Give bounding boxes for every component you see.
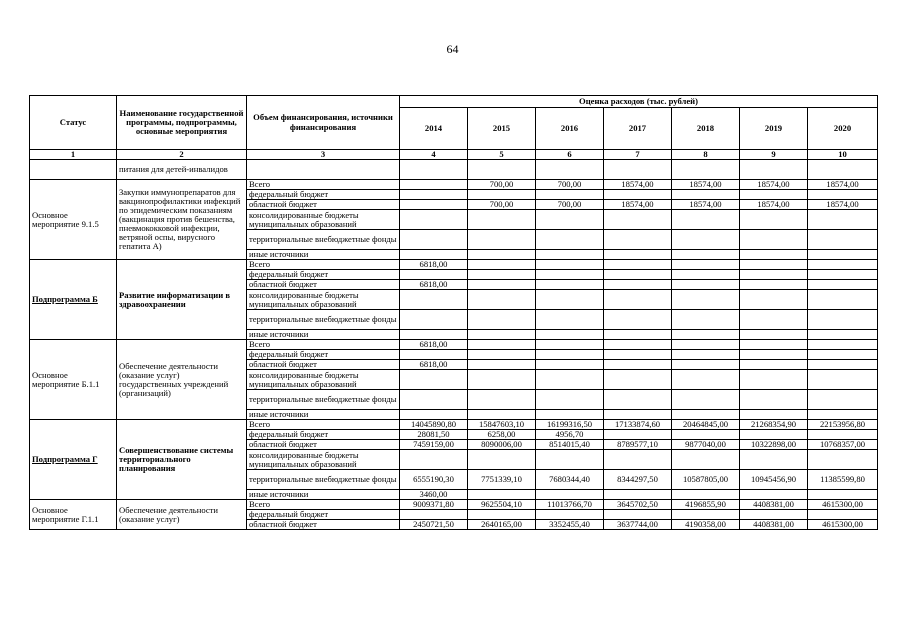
value-cell (400, 410, 468, 420)
value-cell (400, 390, 468, 410)
value-cell (672, 350, 740, 360)
value-cell (808, 360, 878, 370)
value-cell (740, 190, 808, 200)
value-cell (672, 210, 740, 230)
value-cell (536, 310, 604, 330)
value-cell (604, 230, 672, 250)
value-cell (604, 190, 672, 200)
value-cell (740, 370, 808, 390)
continuation-row (30, 160, 878, 180)
value-cell (740, 280, 808, 290)
value-cell (672, 450, 740, 470)
value-cell (808, 390, 878, 410)
value-cell (672, 290, 740, 310)
header-year: 2019 (740, 108, 808, 150)
value-cell (740, 270, 808, 280)
value-cell (604, 370, 672, 390)
value-cell: 6258,00 (468, 430, 536, 440)
header-year: 2017 (604, 108, 672, 150)
column-number: 3 (247, 150, 400, 160)
value-cell (536, 230, 604, 250)
source-label: федеральный бюджет (247, 190, 400, 200)
value-cell: 18574,00 (672, 180, 740, 190)
value-cell (672, 360, 740, 370)
value-cell (604, 290, 672, 310)
value-cell (604, 390, 672, 410)
value-cell (740, 390, 808, 410)
block-status: Основное мероприятие 9.1.5 (30, 180, 117, 260)
value-cell: 700,00 (468, 200, 536, 210)
value-cell (808, 190, 878, 200)
value-cell (740, 410, 808, 420)
block-status: Подпрограмма Б (30, 260, 117, 340)
table-row (30, 260, 878, 270)
value-cell: 16199316,50 (536, 420, 604, 430)
value-cell (400, 450, 468, 470)
value-cell: 4615300,00 (808, 520, 878, 530)
value-cell (604, 250, 672, 260)
column-number: 8 (672, 150, 740, 160)
value-cell (604, 310, 672, 330)
value-cell: 8344297,50 (604, 470, 672, 490)
block-status: Основное мероприятие Б.1.1 (30, 340, 117, 420)
value-cell (400, 210, 468, 230)
block-status: Основное мероприятие Г.1.1 (30, 500, 117, 530)
source-label: консолидированные бюджеты муниципальных образований (247, 290, 400, 310)
value-cell (672, 190, 740, 200)
value-cell: 10945456,90 (740, 470, 808, 490)
value-cell (672, 340, 740, 350)
value-cell: 6818,00 (400, 280, 468, 290)
header-name: Наименование государственной программы, подпрограммы, основные мероприятия (117, 96, 247, 150)
value-cell (604, 210, 672, 230)
block-name: Обеспечение деятельности (оказание услуг) (117, 500, 247, 530)
block-name: Совершенствование системы территориального планирования (117, 420, 247, 500)
value-cell (468, 190, 536, 200)
value-cell (536, 510, 604, 520)
value-cell (400, 330, 468, 340)
source-label: иные источники (247, 330, 400, 340)
value-cell: 18574,00 (604, 200, 672, 210)
value-cell (400, 190, 468, 200)
value-cell (740, 430, 808, 440)
value-cell (400, 510, 468, 520)
value-cell (468, 410, 536, 420)
value-cell (672, 430, 740, 440)
value-cell: 6818,00 (400, 360, 468, 370)
value-cell (468, 250, 536, 260)
value-cell (536, 350, 604, 360)
value-cell (468, 230, 536, 250)
value-cell (604, 270, 672, 280)
source-label: консолидированные бюджеты муниципальных образований (247, 210, 400, 230)
value-cell (740, 310, 808, 330)
value-cell (536, 450, 604, 470)
source-label: федеральный бюджет (247, 350, 400, 360)
value-cell (400, 310, 468, 330)
continuation-status-cell (30, 160, 117, 180)
column-number: 6 (536, 150, 604, 160)
source-label: федеральный бюджет (247, 270, 400, 280)
value-cell: 6818,00 (400, 260, 468, 270)
value-cell (740, 330, 808, 340)
value-cell: 18574,00 (740, 180, 808, 190)
value-cell (468, 270, 536, 280)
source-label: федеральный бюджет (247, 430, 400, 440)
column-number-row (30, 150, 878, 160)
value-cell (536, 290, 604, 310)
source-label: Всего (247, 500, 400, 510)
value-cell: 4190358,00 (672, 520, 740, 530)
value-cell: 9009371,80 (400, 500, 468, 510)
value-cell: 10322898,00 (740, 440, 808, 450)
value-cell (808, 410, 878, 420)
value-cell (808, 270, 878, 280)
value-cell (536, 370, 604, 390)
column-number: 1 (30, 150, 117, 160)
value-cell (468, 350, 536, 360)
value-cell: 8789577,10 (604, 440, 672, 450)
value-cell (672, 280, 740, 290)
value-cell: 18574,00 (808, 200, 878, 210)
value-cell (536, 390, 604, 410)
value-cell (808, 230, 878, 250)
source-label: федеральный бюджет (247, 510, 400, 520)
value-cell: 2450721,50 (400, 520, 468, 530)
block-name: Обеспечение деятельности (оказание услуг) государственных учреждений (организаций) (117, 340, 247, 420)
value-cell: 2640165,00 (468, 520, 536, 530)
value-cell (672, 410, 740, 420)
value-cell (672, 270, 740, 280)
table-row (30, 420, 878, 430)
value-cell (672, 250, 740, 260)
header-year: 2018 (672, 108, 740, 150)
page-number: 64 (446, 42, 459, 56)
value-cell (808, 260, 878, 270)
value-cell (672, 510, 740, 520)
value-cell (672, 490, 740, 500)
source-label: Всего (247, 420, 400, 430)
table-row (30, 340, 878, 350)
header-estimate: Оценка расходов (тыс. рублей) (400, 96, 878, 108)
value-cell (468, 390, 536, 410)
value-cell (808, 330, 878, 340)
value-cell (740, 350, 808, 360)
value-cell (740, 340, 808, 350)
value-cell (604, 510, 672, 520)
value-cell (536, 190, 604, 200)
value-cell (400, 230, 468, 250)
value-cell: 4956,70 (536, 430, 604, 440)
value-cell (808, 370, 878, 390)
value-cell: 700,00 (536, 200, 604, 210)
value-cell (604, 360, 672, 370)
value-cell: 11013766,70 (536, 500, 604, 510)
value-cell: 14045890,80 (400, 420, 468, 430)
value-cell (740, 490, 808, 500)
column-number: 10 (808, 150, 878, 160)
value-cell (536, 330, 604, 340)
value-cell (740, 260, 808, 270)
value-cell (604, 340, 672, 350)
value-cell: 6555190,30 (400, 470, 468, 490)
value-cell: 7751339,10 (468, 470, 536, 490)
value-cell (468, 310, 536, 330)
value-cell (740, 290, 808, 310)
value-cell (808, 210, 878, 230)
source-label: территориальные внебюджетные фонды (247, 310, 400, 330)
value-cell: 20464845,00 (672, 420, 740, 430)
value-cell (604, 410, 672, 420)
value-cell (808, 290, 878, 310)
value-cell: 18574,00 (604, 180, 672, 190)
value-cell (536, 280, 604, 290)
value-cell (604, 490, 672, 500)
column-number: 7 (604, 150, 672, 160)
block-status: Подпрограмма Г (30, 420, 117, 500)
value-cell (536, 340, 604, 350)
value-cell: 7459159,00 (400, 440, 468, 450)
column-number: 5 (468, 150, 536, 160)
value-cell: 18574,00 (672, 200, 740, 210)
value-cell: 4408381,00 (740, 520, 808, 530)
column-number: 4 (400, 150, 468, 160)
value-cell (672, 370, 740, 390)
value-cell: 4408381,00 (740, 500, 808, 510)
value-cell (468, 290, 536, 310)
value-cell (808, 340, 878, 350)
value-cell: 4196855,90 (672, 500, 740, 510)
source-label: иные источники (247, 250, 400, 260)
budget-table (29, 95, 878, 530)
header-volume: Объем финансирования, источники финансирования (247, 96, 400, 150)
value-cell (740, 450, 808, 470)
source-label: областной бюджет (247, 440, 400, 450)
value-cell: 6818,00 (400, 340, 468, 350)
header-year: 2020 (808, 108, 878, 150)
value-cell: 9877040,00 (672, 440, 740, 450)
value-cell (740, 250, 808, 260)
value-cell (604, 280, 672, 290)
value-cell (808, 350, 878, 360)
value-cell (672, 230, 740, 250)
value-cell (468, 510, 536, 520)
value-cell: 4615300,00 (808, 500, 878, 510)
value-cell (536, 490, 604, 500)
value-cell (536, 250, 604, 260)
value-cell: 18574,00 (740, 200, 808, 210)
source-label: областной бюджет (247, 280, 400, 290)
value-cell: 3352455,40 (536, 520, 604, 530)
value-cell (468, 280, 536, 290)
value-cell (604, 350, 672, 360)
value-cell (808, 280, 878, 290)
source-label: областной бюджет (247, 200, 400, 210)
value-cell: 17133874,60 (604, 420, 672, 430)
source-label: иные источники (247, 410, 400, 420)
value-cell (672, 390, 740, 410)
value-cell: 700,00 (468, 180, 536, 190)
source-label: территориальные внебюджетные фонды (247, 470, 400, 490)
value-cell (468, 330, 536, 340)
value-cell (808, 450, 878, 470)
source-label: иные источники (247, 490, 400, 500)
block-name: Развитие информатизации в здравоохранении (117, 260, 247, 340)
source-label: Всего (247, 340, 400, 350)
source-label: Всего (247, 260, 400, 270)
value-cell (468, 490, 536, 500)
value-cell (536, 260, 604, 270)
value-cell (400, 350, 468, 360)
value-cell (672, 260, 740, 270)
value-cell (604, 330, 672, 340)
value-cell (740, 510, 808, 520)
source-label: областной бюджет (247, 360, 400, 370)
value-cell (400, 290, 468, 310)
table-row (30, 500, 878, 510)
value-cell (468, 450, 536, 470)
value-cell (536, 270, 604, 280)
value-cell (604, 260, 672, 270)
value-cell (604, 430, 672, 440)
source-label: территориальные внебюджетные фонды (247, 230, 400, 250)
value-cell (400, 270, 468, 280)
header-year: 2015 (468, 108, 536, 150)
header-year: 2014 (400, 108, 468, 150)
value-cell: 8514015,40 (536, 440, 604, 450)
value-cell (808, 250, 878, 260)
value-cell: 18574,00 (808, 180, 878, 190)
value-cell (536, 210, 604, 230)
value-cell: 8090006,00 (468, 440, 536, 450)
header-status: Статус (30, 96, 117, 150)
source-label: консолидированные бюджеты муниципальных образований (247, 370, 400, 390)
value-cell: 15847603,10 (468, 420, 536, 430)
value-cell: 7680344,40 (536, 470, 604, 490)
value-cell (400, 180, 468, 190)
value-cell: 10768357,00 (808, 440, 878, 450)
value-cell (536, 360, 604, 370)
value-cell (536, 410, 604, 420)
value-cell: 21268354,90 (740, 420, 808, 430)
block-name: Закупки иммунопрепаратов для вакцинопрофилактики инфекций по эпидемическим показаниям (вакцинация против бешенства, пневмококковой инфекции, ветряной оспы, вирусного гепатита А) (117, 180, 247, 260)
column-number: 9 (740, 150, 808, 160)
value-cell (740, 230, 808, 250)
value-cell (808, 430, 878, 440)
source-label: Всего (247, 180, 400, 190)
table-row (30, 180, 878, 190)
value-cell (672, 330, 740, 340)
value-cell (740, 210, 808, 230)
value-cell (604, 450, 672, 470)
header-year: 2016 (536, 108, 604, 150)
value-cell (808, 310, 878, 330)
value-cell (468, 340, 536, 350)
value-cell (672, 310, 740, 330)
value-cell: 22153956,80 (808, 420, 878, 430)
column-number: 2 (117, 150, 247, 160)
value-cell: 3645702,50 (604, 500, 672, 510)
value-cell (400, 370, 468, 390)
value-cell (468, 260, 536, 270)
value-cell: 28081,50 (400, 430, 468, 440)
value-cell (468, 360, 536, 370)
value-cell (400, 250, 468, 260)
value-cell (740, 360, 808, 370)
source-label: областной бюджет (247, 520, 400, 530)
value-cell: 11385599,80 (808, 470, 878, 490)
value-cell: 9625504,10 (468, 500, 536, 510)
value-cell: 3637744,00 (604, 520, 672, 530)
source-label: консолидированные бюджеты муниципальных образований (247, 450, 400, 470)
value-cell (808, 510, 878, 520)
value-cell: 700,00 (536, 180, 604, 190)
continuation-name: питания для детей-инвалидов (117, 160, 247, 180)
value-cell: 10587805,00 (672, 470, 740, 490)
value-cell (808, 490, 878, 500)
value-cell: 3460,00 (400, 490, 468, 500)
source-label: территориальные внебюджетные фонды (247, 390, 400, 410)
value-cell (400, 200, 468, 210)
value-cell (468, 210, 536, 230)
value-cell (468, 370, 536, 390)
